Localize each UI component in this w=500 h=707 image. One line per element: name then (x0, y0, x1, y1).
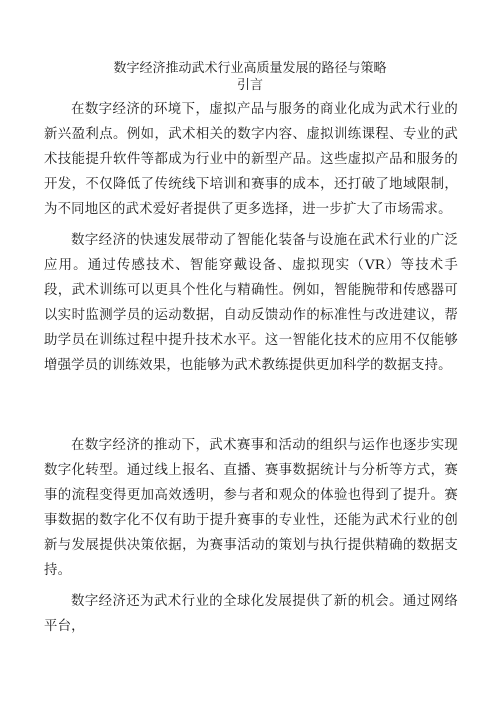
paragraph-2: 数字经济的快速发展带动了智能化装备与设施在武术行业的广泛应用。通过传感技术、智能穿戴设备、虚拟现实（VR）等技术手段，武术训练可以更具个性化与精确性。例如，智能腕带和传感器可以实时监测学员的运动数据，自动反馈动作的标准性与改进建议，帮助学员在训练过程中提升技术水平。这一智能化技术的应用不仅能够增强学员的训练效果，也能够为武术教练提供更加科学的数据支持。 (44, 233, 458, 373)
section-heading: 引言 (236, 78, 263, 93)
document-title: 数字经济推动武术行业高质量发展的路径与策略 (113, 61, 387, 76)
paragraph-1: 在数字经济的环境下，虚拟产品与服务的商业化成为武术行业的新兴盈利点。例如，武术相关的数字内容、虚拟训练课程、专业的武术技能提升软件等都成为行业中的新型产品。这些虚拟产品和服务的开发，不仅降低了传统线下培训和赛事的成本，还打破了地域限制，为不同地区的武术爱好者提供了更多选择，进一步扩大了市场需求。 (44, 102, 458, 217)
paragraph-3: 在数字经济的推动下，武术赛事和活动的组织与运作也逐步实现数字化转型。通过线上报名、直播、赛事数据统计与分析等方式，赛事的流程变得更加高效透明，参与者和观众的体验也得到了提升。赛事数据的数字化不仅有助于提升赛事的专业性，还能为武术行业的创新与发展提供决策依据，为赛事活动的策划与执行提供精确的数据支持。 (44, 438, 458, 578)
paragraph-4: 数字经济还为武术行业的全球化发展提供了新的机会。通过网络平台， (44, 594, 458, 634)
